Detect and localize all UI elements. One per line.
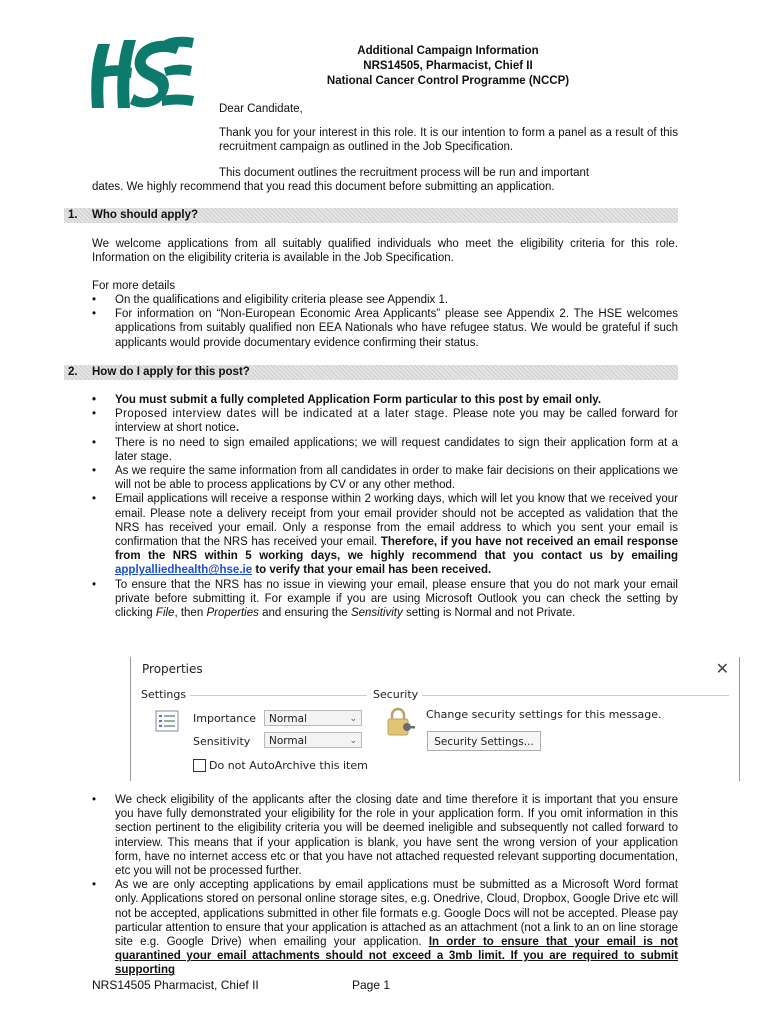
section-1-title: Who should apply? [92,209,199,221]
list-item: • You must submit a fully completed Application Form particular to this post by email only. [92,393,678,407]
section-2-title: How do I apply for this post? [92,366,250,378]
list-item: • To ensure that the NRS has no issue in viewing your email, please ensure that you do not mark your email private before submitting it. For example if you are using Microsoft Outlook you can check the setting by clicking File, then Properties and ensuring the Sensitivity setting is Normal and not Private. [92,578,678,621]
section-2-number: 2. [68,366,78,378]
sensitivity-select[interactable]: Normal ⌄ [264,732,362,748]
close-icon[interactable]: ✕ [715,659,729,678]
properties-dialog [130,657,740,781]
section-2-heading [64,365,678,380]
intro-paragraph-2-first: This document outlines the recruitment process will be run and important [219,167,590,179]
details-label: For more details [92,280,176,292]
intro-paragraph-2-rest: dates. We highly recommend that you read this document before submitting an application. [92,181,555,193]
security-description: Change security settings for this message. [426,708,662,721]
section-1-bullets [92,293,678,350]
chevron-down-icon: ⌄ [349,714,357,724]
list-item: • There is no need to sign emailed applications; we will request candidates to sign their application form at a later stage. [92,436,678,464]
header-line-1: Additional Campaign Information [357,45,539,57]
list-item: • As we are only accepting applications by email applications must be submitted as a Microsoft Word format only. Applications stored on personal online storage sites, e.g. Onedrive, Cloud, Dropbox, Google Drive etc will not be accepted, applications submitted in other file formats e.g. Google Docs will not be accepted. Please pay particular attention to ensure that your application is attached as an attachment (not a link to an on line storage site e.g. Google Drive) when emailing your application. In order to ensure that your email is not quarantined your email attachments should not exceed a 3mb limit. If you are required to submit supporting [92,878,678,977]
importance-label: Importance [193,712,257,725]
security-group-label: Security [373,688,422,701]
settings-list-icon [155,709,179,733]
email-link[interactable]: applyalliedhealth@hse.ie [115,564,253,577]
list-item: • We check eligibility of the applicants after the closing date and time therefore it is important that you ensure you have fully demonstrated your eligibility for the role in your application form. If you omit information in this section pertinent to the eligibility criteria you will be deemed ineligible and subsequently not called forward to interview. This means that if your application is blank, you have sent the wrong version of your application form, have no internet access etc or that you have not attached requested relevant supporting documentation, etc you will not be processed further. [92,793,678,878]
section-1-paragraph: We welcome applications from all suitably qualified individuals who meet the eligibility criteria for this role. Information on the eligibility criteria is available in the Job Specification. [92,238,678,264]
header-line-2: NRS14505, Pharmacist, Chief II [363,60,533,72]
list-item: • Email applications will receive a response within 2 working days, which will let you know that we received your email. Please note a delivery receipt from your email provider should not be accepted as validation that the NRS has received your email. Only a response from the email address to which you sent your email is confirmation that the NRS has received your email. Therefore, if you have not received an email response from the NRS within 5 working days, we highly recommend that you contact us by emailing applyalliedhealth@hse.ie to verify that your email has been received. [92,492,678,577]
settings-group-label: Settings [141,688,190,701]
chevron-down-icon: ⌄ [349,736,357,746]
autoarchive-label: Do not AutoArchive this item [209,759,368,772]
security-group-line [373,695,729,696]
section-2-bullets-bottom [92,793,678,978]
page-number: Page 1 [352,978,391,992]
lock-key-icon [385,707,415,737]
document-header [230,44,666,89]
header-line-3: National Cancer Control Programme (NCCP) [326,75,570,87]
intro-paragraph-1: Thank you for your interest in this role. It is our intention to form a panel as a result of this recruitment campaign as outlined in the Job Specification. [219,127,678,153]
importance-select[interactable]: Normal ⌄ [264,710,362,726]
section-1-heading [64,208,678,223]
greeting: Dear Candidate, [219,103,303,115]
section-2-bullets-top [92,393,678,620]
list-item: • As we require the same information from all candidates in order to make fair decisions on their applications we will not be able to process applications by CV or any other method. [92,464,678,492]
list-item: • Proposed interview dates will be indicated at a later stage. Please note you may be called forward for interview at short notice. [92,407,678,435]
autoarchive-checkbox[interactable] [193,759,206,772]
hse-logo [84,30,196,114]
sensitivity-label: Sensitivity [193,735,251,748]
list-item: • For information on “Non-European Economic Area Applicants” please see Appendix 2. The HSE welcomes applications from suitably qualified non EEA Nationals who have refugee status. We would be grateful if such applicants would provide documentary evidence confirming their status. [92,307,678,350]
section-1-number: 1. [68,209,78,221]
footer-campaign-ref: NRS14505 Pharmacist, Chief II [92,978,259,992]
list-item: • On the qualifications and eligibility criteria please see Appendix 1. [92,293,678,307]
dialog-title: Properties [142,662,203,676]
security-settings-button[interactable]: Security Settings... [427,731,541,751]
